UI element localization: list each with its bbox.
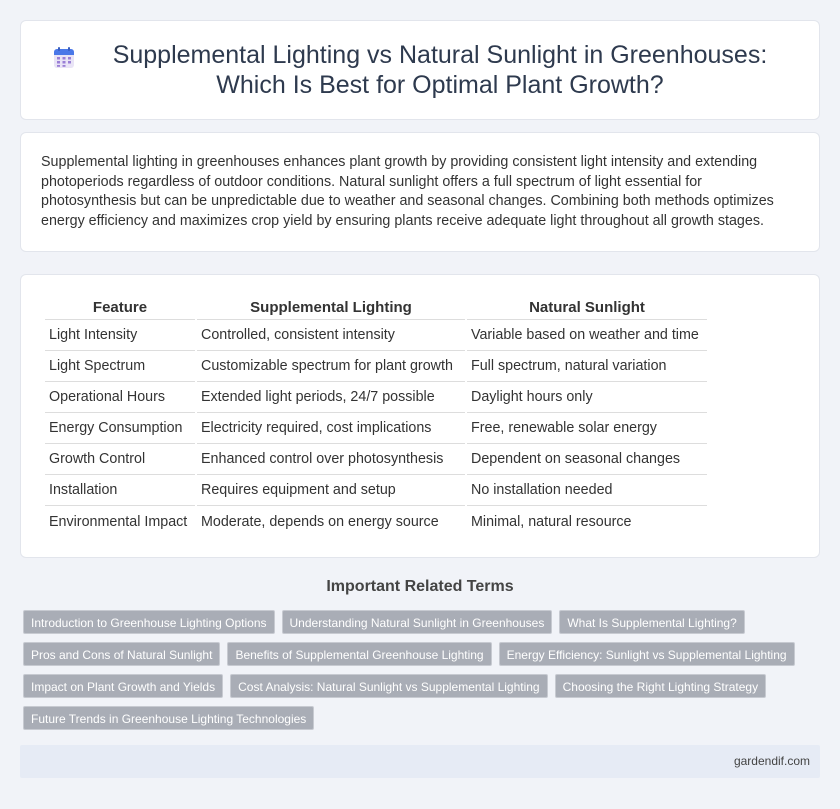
related-term-tag[interactable]: Understanding Natural Sunlight in Greenhouses — [282, 610, 553, 634]
site-name[interactable]: gardendif.com — [733, 754, 810, 768]
table-cell: Enhanced control over photosynthesis — [197, 444, 465, 475]
related-term-tag[interactable]: Future Trends in Greenhouse Lighting Technologies — [23, 706, 314, 730]
comparison-table — [43, 295, 709, 537]
table-cell: Electricity required, cost implications — [197, 413, 465, 444]
table-cell: Customizable spectrum for plant growth — [197, 351, 465, 382]
related-term-tag[interactable]: Energy Efficiency: Sunlight vs Supplemental Lighting — [499, 642, 795, 666]
related-term-tag[interactable]: What Is Supplemental Lighting? — [559, 610, 744, 634]
related-term-tag[interactable]: Cost Analysis: Natural Sunlight vs Supplemental Lighting — [230, 674, 548, 698]
intro-paragraph: Supplemental lighting in greenhouses enhances plant growth by providing consistent light intensity and extending photoperiods regardless of outdoor conditions. Natural sunlight offers a full spectrum of light essential for photosynthesis but can be unpredictable due to weather and seasonal changes. Combining both methods optimizes energy efficiency and maximizes crop yield by ensuring plants receive adequate light throughout all growth stages. — [41, 154, 774, 229]
table-cell: Operational Hours — [45, 382, 195, 413]
related-term-tag[interactable]: Introduction to Greenhouse Lighting Options — [23, 610, 275, 634]
table-cell: Light Intensity — [45, 320, 195, 351]
related-term-tag[interactable]: Pros and Cons of Natural Sunlight — [23, 642, 220, 666]
table-cell: No installation needed — [467, 475, 707, 506]
table-row — [45, 320, 707, 351]
column-header-natural: Natural Sunlight — [467, 295, 707, 320]
table-cell: Extended light periods, 24/7 possible — [197, 382, 465, 413]
table-cell: Growth Control — [45, 444, 195, 475]
table-header-row — [45, 295, 707, 320]
table-cell: Variable based on weather and time — [467, 320, 707, 351]
table-row — [45, 351, 707, 382]
table-cell: Dependent on seasonal changes — [467, 444, 707, 475]
footer — [20, 745, 820, 778]
table-row — [45, 382, 707, 413]
column-header-supplemental: Supplemental Lighting — [197, 295, 465, 320]
related-term-tag[interactable]: Benefits of Supplemental Greenhouse Lighting — [227, 642, 491, 666]
table-cell: Moderate, depends on energy source — [201, 513, 439, 530]
table-cell: Full spectrum, natural variation — [467, 351, 707, 382]
table-cell: Minimal, natural resource — [471, 513, 632, 530]
header-card — [20, 20, 820, 120]
table-cell: Installation — [45, 475, 195, 506]
related-terms-list — [23, 610, 803, 730]
page-title: Supplemental Lighting vs Natural Sunlight in Greenhouses: Which Is Best for Optimal Plant Growth? — [112, 41, 768, 99]
table-row — [45, 506, 707, 537]
related-term-tag[interactable]: Choosing the Right Lighting Strategy — [555, 674, 766, 698]
calendar-icon — [52, 46, 76, 70]
comparison-table-card — [20, 274, 820, 558]
table-cell: Daylight hours only — [467, 382, 707, 413]
related-terms-heading: Important Related Terms — [326, 578, 514, 595]
table-cell: Controlled, consistent intensity — [197, 320, 465, 351]
related-term-tag[interactable]: Impact on Plant Growth and Yields — [23, 674, 223, 698]
table-row — [45, 444, 707, 475]
table-cell: Environmental Impact — [49, 513, 188, 530]
table-cell: Energy Consumption — [45, 413, 195, 444]
table-cell: Requires equipment and setup — [197, 475, 465, 506]
column-header-feature: Feature — [45, 295, 195, 320]
table-row — [45, 475, 707, 506]
table-cell: Light Spectrum — [45, 351, 195, 382]
table-row — [45, 413, 707, 444]
table-cell: Free, renewable solar energy — [467, 413, 707, 444]
intro-card — [20, 132, 820, 252]
